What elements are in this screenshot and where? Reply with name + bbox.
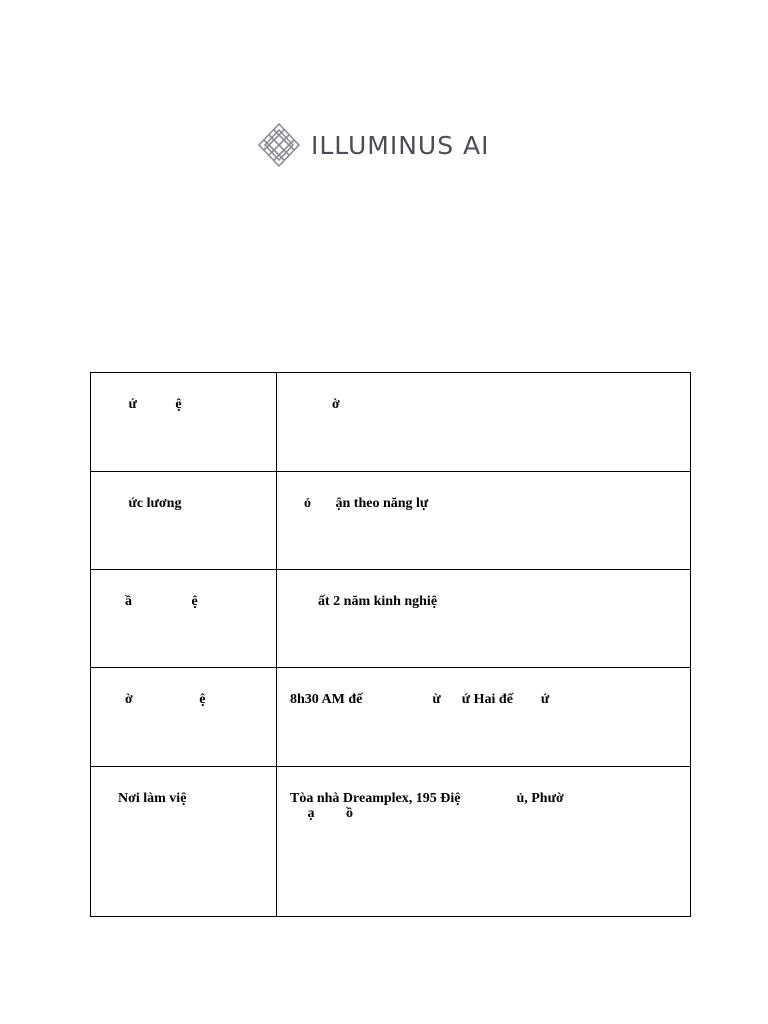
row-label: ứ ệ (91, 373, 277, 472)
row-value: 8h30 AM đế ừ ứ Hai đế ứ (277, 668, 691, 767)
table-row (91, 373, 691, 472)
table-row (91, 570, 691, 668)
row-value: ất 2 năm kinh nghiệ (277, 570, 691, 668)
row-label: ức lương (91, 472, 277, 570)
row-label: Nơi làm việ (91, 767, 277, 917)
row-label: ờ ệ (91, 668, 277, 767)
diamond-lattice-logo-icon (257, 122, 301, 168)
row-label: ầ ệ (91, 570, 277, 668)
table-row (91, 767, 691, 917)
row-value: Tòa nhà Dreamplex, 195 Điệ ủ, Phườ ạ ồ (277, 767, 691, 917)
job-details-table (90, 372, 691, 917)
table-row (91, 472, 691, 570)
row-value: ờ (277, 373, 691, 472)
table-row (91, 668, 691, 767)
row-value: ỏ ận theo năng lự (277, 472, 691, 570)
company-logo (257, 121, 490, 169)
logo-wordmark: ILLUMINUS AI (311, 130, 490, 160)
